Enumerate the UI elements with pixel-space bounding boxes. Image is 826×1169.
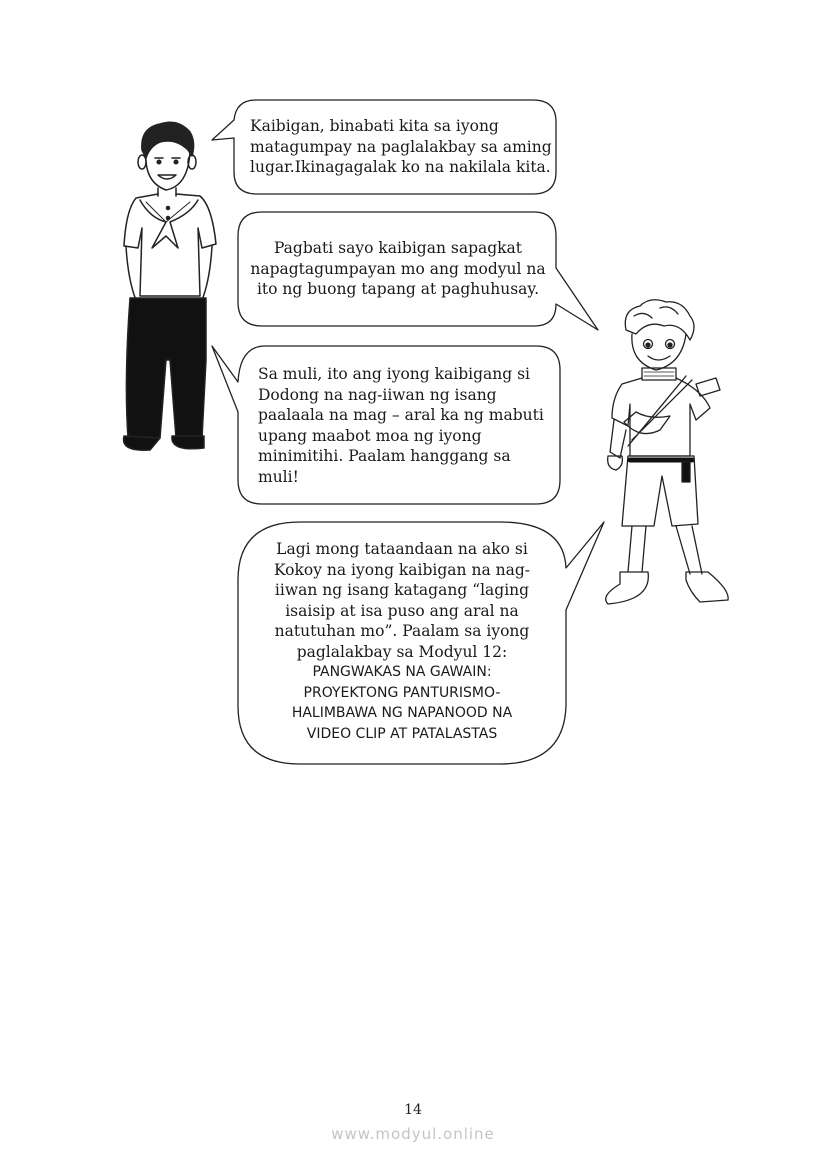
bubble-3-line: minimitihi. Paalam hanggang sa bbox=[258, 447, 511, 465]
speech-bubble-1-text bbox=[250, 116, 550, 178]
watermark: www.modyul.online bbox=[331, 1125, 495, 1143]
speech-bubble-4-text bbox=[252, 539, 552, 744]
bubble-3-line: Dodong na nag-iiwan ng isang bbox=[258, 385, 497, 404]
bubble-3-line: muli! bbox=[258, 467, 299, 486]
bubble-2-line: Pagbati sayo kaibigan sapagkat bbox=[273, 239, 523, 257]
bubble-4-line: Lagi mong tataandaan na ako si bbox=[276, 540, 528, 558]
bubble-2-line: napagtagumpayan mo ang modyul na bbox=[250, 259, 546, 278]
bubble-3-line: paalaala na mag – aral ka ng mabuti bbox=[258, 406, 544, 424]
bubble-4-line: Kokoy na iyong kaibigan na nag- bbox=[273, 560, 530, 579]
bubble-4-line: iiwan ng isang katagang “laging bbox=[274, 581, 530, 599]
bubble-4-line: paglalakbay sa Modyul 12: bbox=[296, 642, 508, 661]
bubble-4-title-line: VIDEO CLIP AT PATALASTAS bbox=[306, 725, 498, 742]
bubble-1-line: lugar.Ikinagagalak ko na nakilala kita. bbox=[250, 158, 551, 176]
bubble-4-title-line: PROYEKTONG PANTURISMO- bbox=[303, 684, 501, 701]
bubble-3-line: Sa muli, ito ang iyong kaibigang si bbox=[258, 365, 531, 383]
speech-bubble-3-text bbox=[258, 364, 548, 487]
bubble-4-title-line: HALIMBAWA NG NAPANOOD NA bbox=[291, 705, 513, 721]
bubble-1-line: Kaibigan, binabati kita sa iyong bbox=[250, 117, 499, 135]
page-number: 14 bbox=[404, 1102, 422, 1118]
bubble-2-line: ito ng buong tapang at paghuhusay. bbox=[256, 280, 540, 298]
bubble-4-line: natutuhan mo”. Paalam sa iyong bbox=[274, 622, 530, 640]
bubble-1-line: matagumpay na paglalakbay sa aming bbox=[250, 137, 552, 156]
bubble-4-title-line: PANGWAKAS NA GAWAIN: bbox=[312, 664, 492, 680]
bubble-4-line: isaisip at isa puso ang aral na bbox=[285, 601, 519, 620]
speech-bubble-2-text bbox=[242, 238, 554, 300]
bubble-3-line: upang maabot moa ng iyong bbox=[258, 426, 482, 445]
